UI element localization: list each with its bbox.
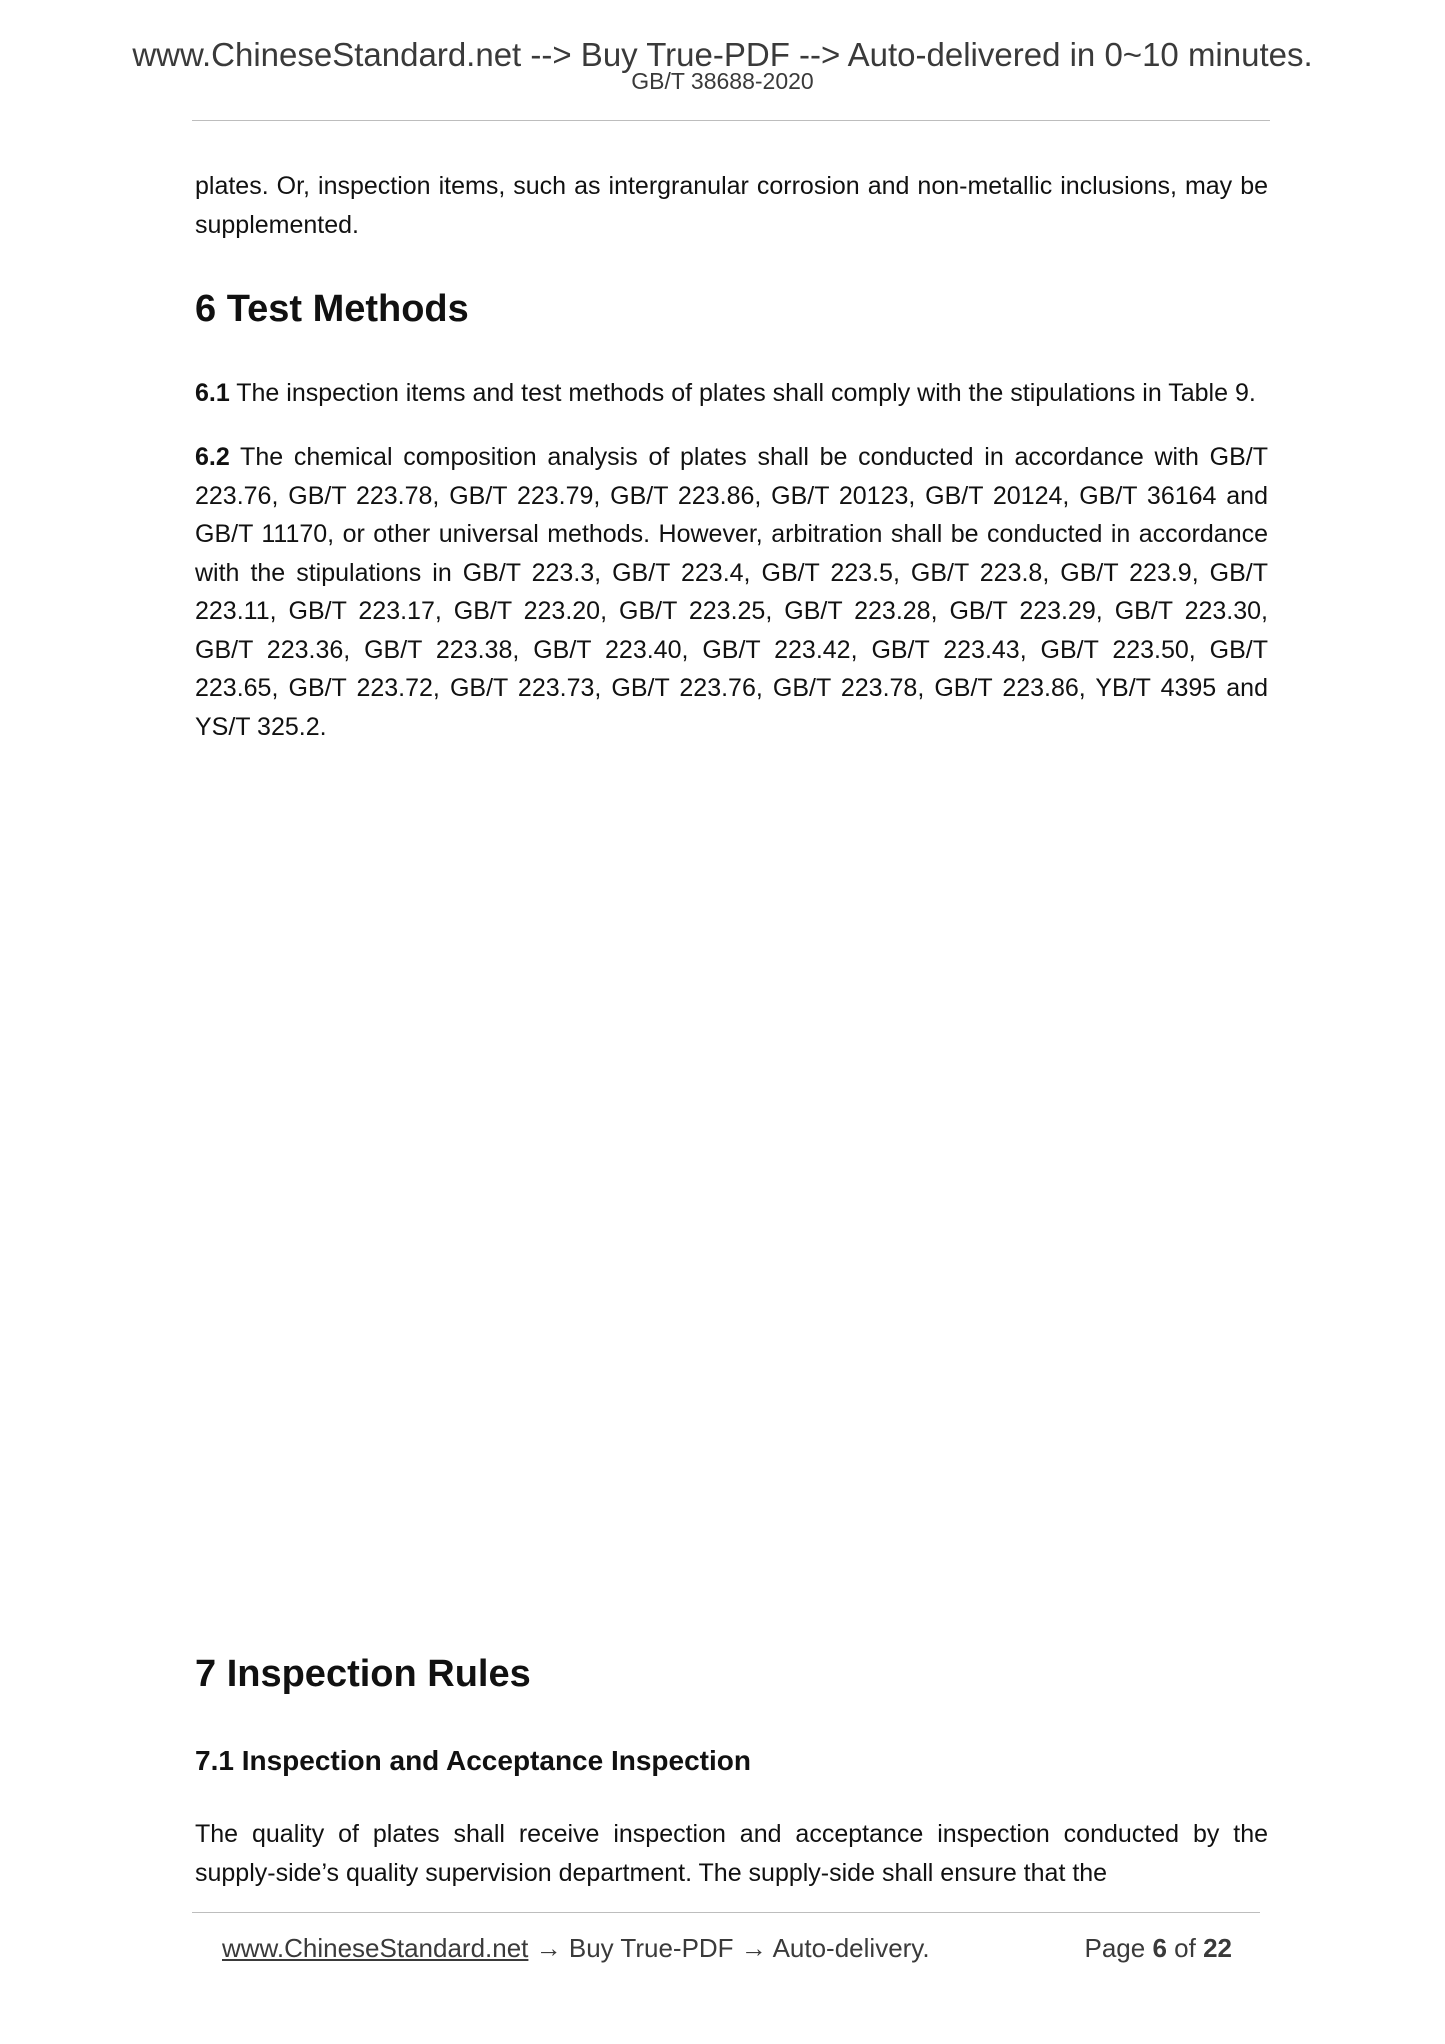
total-pages: 22	[1203, 1933, 1232, 1963]
clause-6-2	[195, 438, 1268, 746]
page-number: 6	[1152, 1933, 1167, 1963]
footer-divider	[192, 1912, 1260, 1913]
header-divider	[192, 120, 1270, 121]
section-6-heading: 6 Test Methods	[195, 288, 469, 330]
page-indicator	[1084, 1932, 1232, 1966]
clause-6-1-text: The inspection items and test methods of plates shall comply with the stipulations in Table 9.	[229, 378, 1256, 407]
clause-6-2-number: 6.2	[195, 443, 230, 472]
footer-promo	[222, 1932, 930, 1966]
page-label: Page	[1084, 1933, 1146, 1963]
page-content-upper	[195, 167, 1268, 746]
top-banner: www.ChineseStandard.net --> Buy True-PDF --> Auto-delivered in 0~10 minutes.	[132, 36, 1313, 73]
clause-7-1-text: The quality of plates shall receive inspection and acceptance inspection conducted by the supply-side’s quality supervision department. The supply-side shall ensure that the	[195, 1820, 1268, 1887]
clause-6-1-number: 6.1	[195, 378, 230, 407]
of-label: of	[1174, 1933, 1196, 1963]
section-7-heading: 7 Inspection Rules	[195, 1653, 531, 1695]
page-content-lower	[195, 1652, 1268, 1892]
subsection-7-1-heading: 7.1 Inspection and Acceptance Inspection	[195, 1744, 751, 1776]
footer-site-link[interactable]: www.ChineseStandard.net	[222, 1933, 529, 1963]
document-code: GB/T 38688-2020	[631, 68, 814, 94]
intro-paragraph: plates. Or, inspection items, such as intergranular corrosion and non-metallic inclusions, may be supplemented.	[195, 172, 1268, 239]
footer-tagline: → Buy True-PDF → Auto-delivery.	[528, 1933, 930, 1963]
clause-6-1	[195, 374, 1268, 413]
clause-6-2-text: The chemical composition analysis of plates shall be conducted in accordance with GB/T 223.76, GB/T 223.78, GB/T 223.79, GB/T 223.86, GB/T 20123, GB/T 20124, GB/T 36164 and GB/T 11170, or other universal methods. However, arbitration shall be conducted in accordance with the stipulations in GB/T 223.3, GB/T 223.4, GB/T 223.5, GB/T 223.8, GB/T 223.9, GB/T 223.11, GB/T 223.17, GB/T 223.20, GB/T 223.25, GB/T 223.28, GB/T 223.29, GB/T 223.30, GB/T 223.36, GB/T 223.38, GB/T 223.40, GB/T 223.42, GB/T 223.43, GB/T 223.50, GB/T 223.65, GB/T 223.72, GB/T 223.73, GB/T 223.76, GB/T 223.78, GB/T 223.86, YB/T 4395 and YS/T 325.2.	[195, 443, 1268, 741]
